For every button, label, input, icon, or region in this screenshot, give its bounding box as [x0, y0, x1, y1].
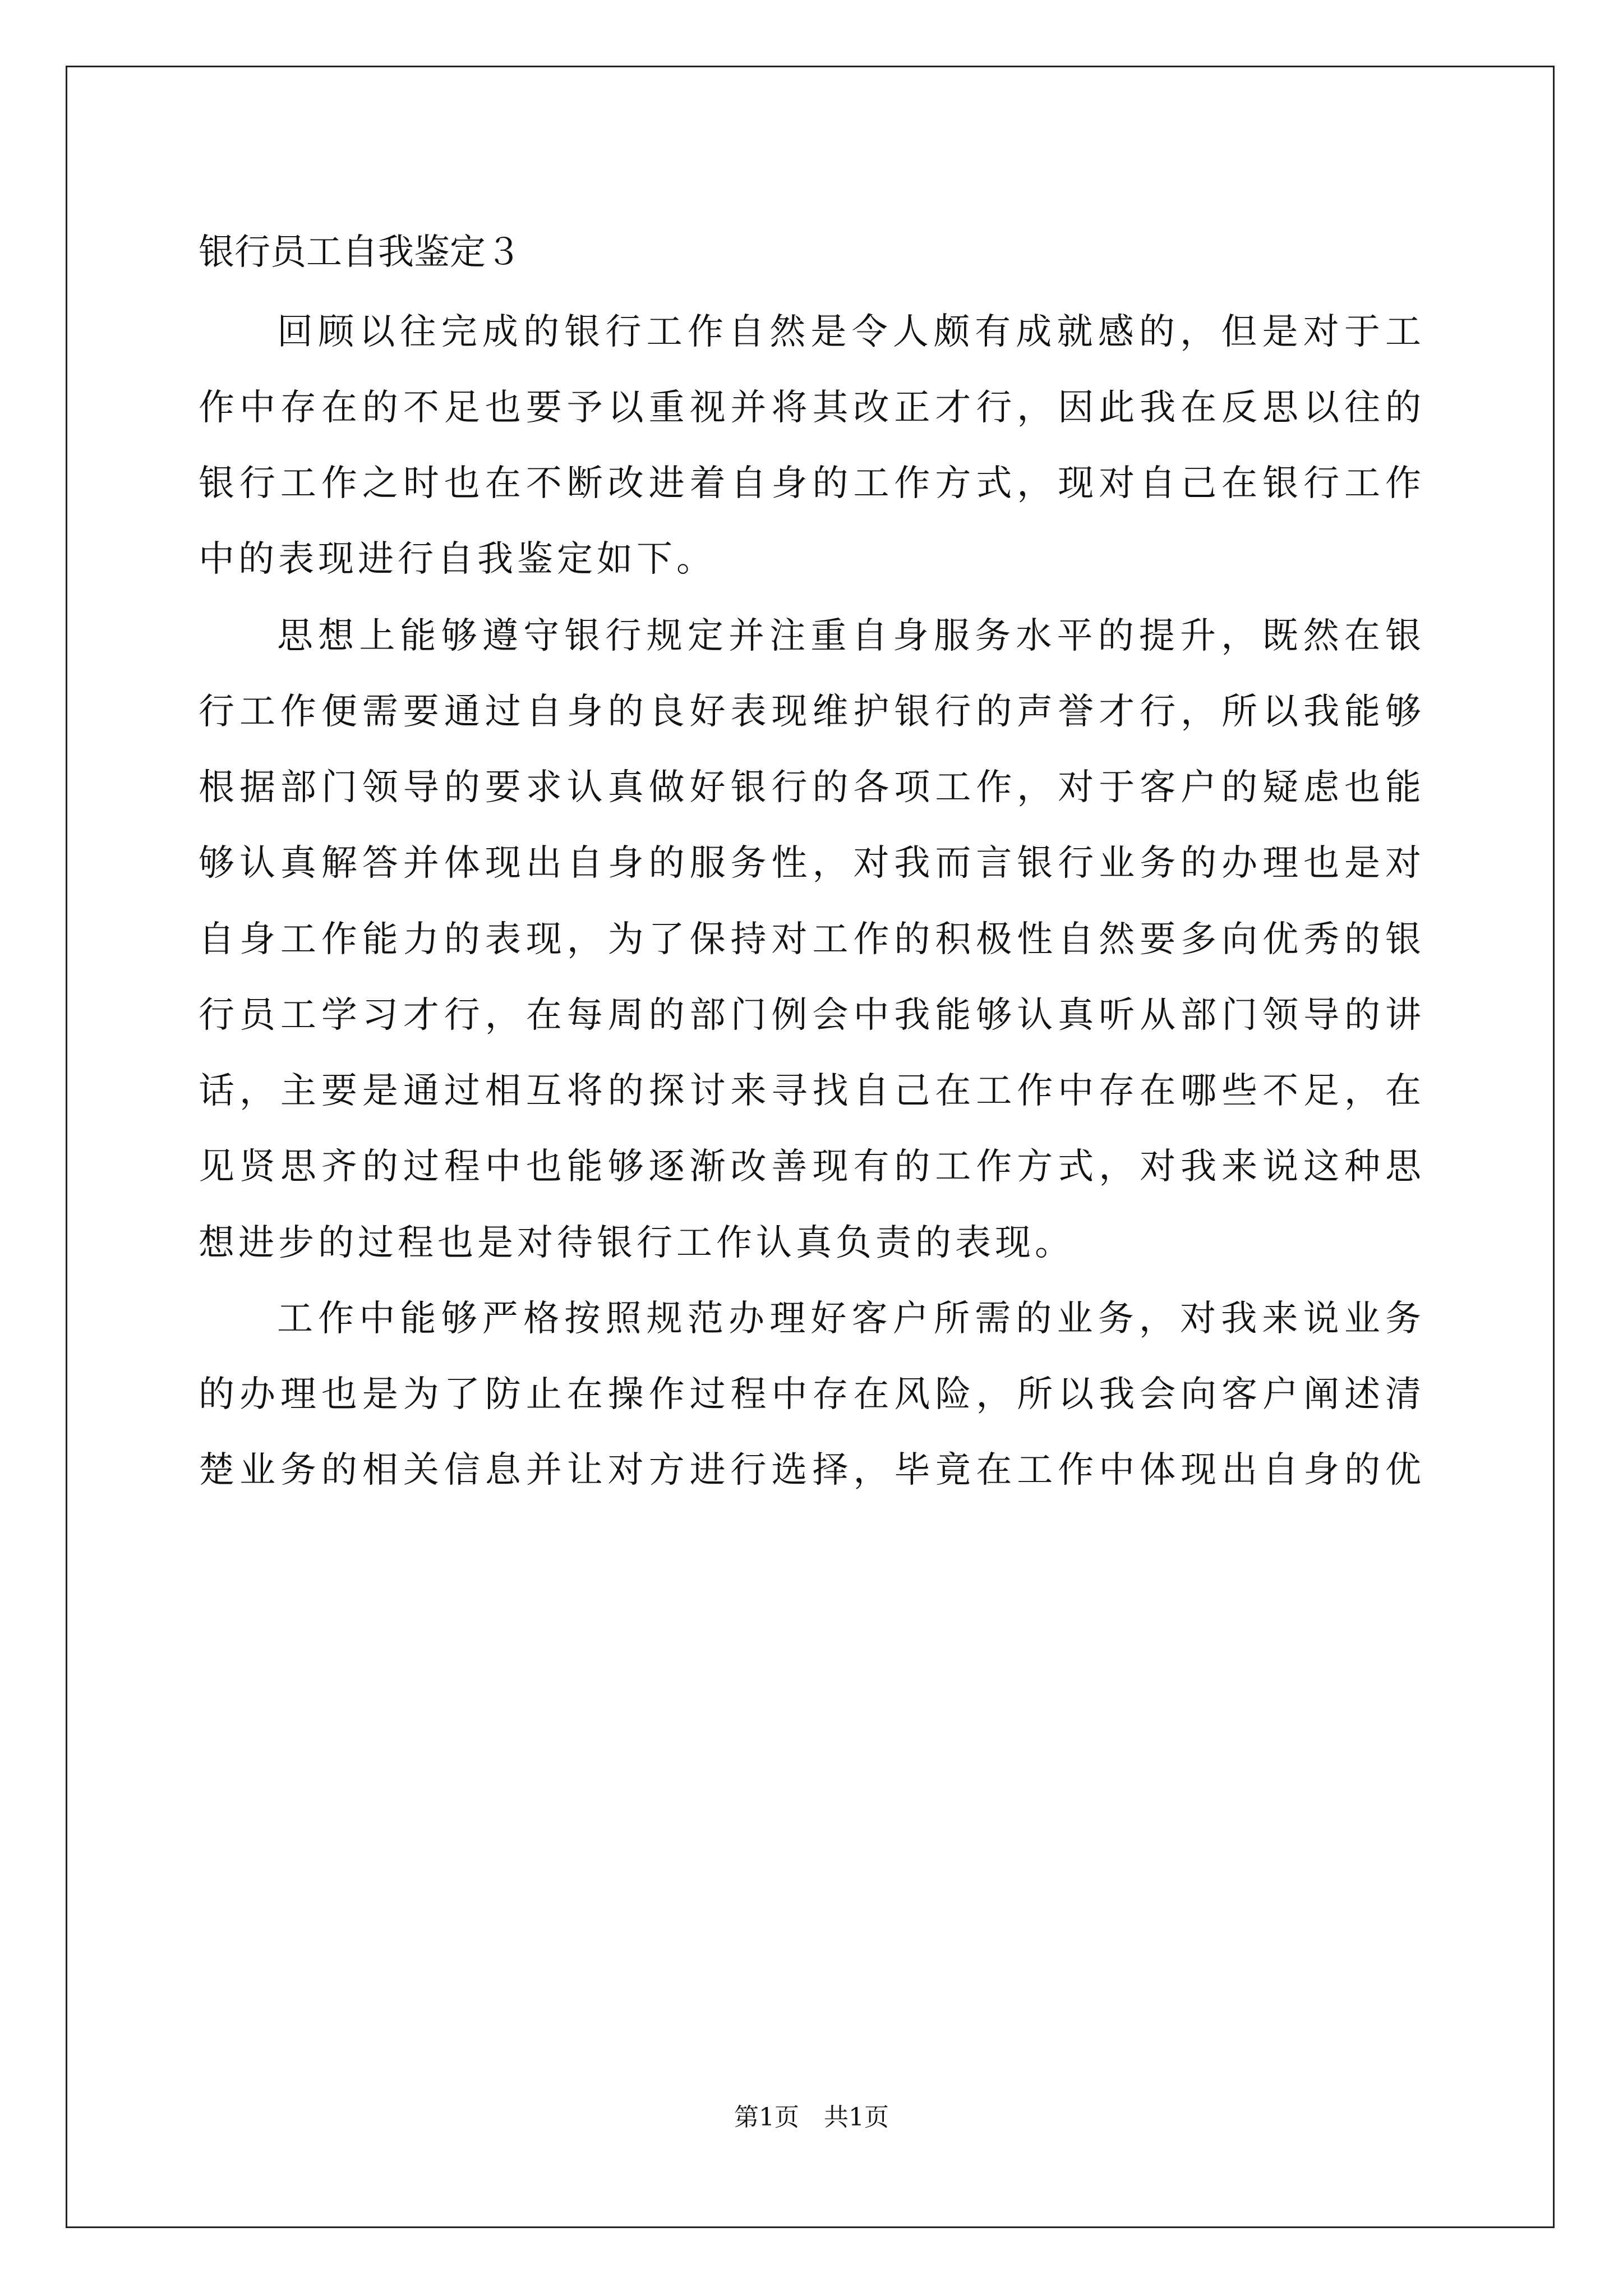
paragraph-line: 自身工作能力的表现，为了保持对工作的积极性自然要多向优秀的银	[199, 919, 1421, 960]
page-footer: 第1页 共1页	[734, 2103, 889, 2132]
paragraph-line: 见贤思齐的过程中也能够逐渐改善现有的工作方式，对我来说这种思	[199, 1146, 1421, 1188]
paragraph-line: 银行工作之时也在不断改进着自身的工作方式，现对自己在银行工作	[199, 463, 1421, 504]
paragraph-line: 楚业务的相关信息并让对方进行选择，毕竟在工作中体现出自身的优	[199, 1450, 1421, 1491]
paragraph-line: 中的表现进行自我鉴定如下。	[199, 539, 716, 580]
paragraph-line: 回顾以往完成的银行工作自然是令人颇有成就感的，但是对于工	[277, 311, 1421, 353]
paragraph-line: 根据部门领导的要求认真做好银行的各项工作，对于客户的疑虑也能	[199, 767, 1421, 808]
paragraph-line: 思想上能够遵守银行规定并注重自身服务水平的提升，既然在银	[277, 615, 1421, 657]
paragraph-line: 作中存在的不足也要予以重视并将其改正才行，因此我在反思以往的	[199, 387, 1421, 429]
paragraph-line: 想进步的过程也是对待银行工作认真负责的表现。	[199, 1222, 1075, 1264]
paragraph-line: 行员工学习才行，在每周的部门例会中我能够认真听从部门领导的讲	[199, 995, 1421, 1036]
document-title: 银行员工自我鉴定３	[199, 232, 522, 273]
paragraph-line: 话，主要是通过相互将的探讨来寻找自己在工作中存在哪些不足，在	[199, 1070, 1421, 1112]
paragraph-line: 工作中能够严格按照规范办理好客户所需的业务，对我来说业务	[277, 1298, 1421, 1340]
paragraph-line: 的办理也是为了防止在操作过程中存在风险，所以我会向客户阐述清	[199, 1374, 1421, 1415]
paragraph-line: 够认真解答并体现出自身的服务性，对我而言银行业务的办理也是对	[199, 843, 1421, 884]
paragraph-line: 行工作便需要通过自身的良好表现维护银行的声誉才行，所以我能够	[199, 691, 1421, 733]
